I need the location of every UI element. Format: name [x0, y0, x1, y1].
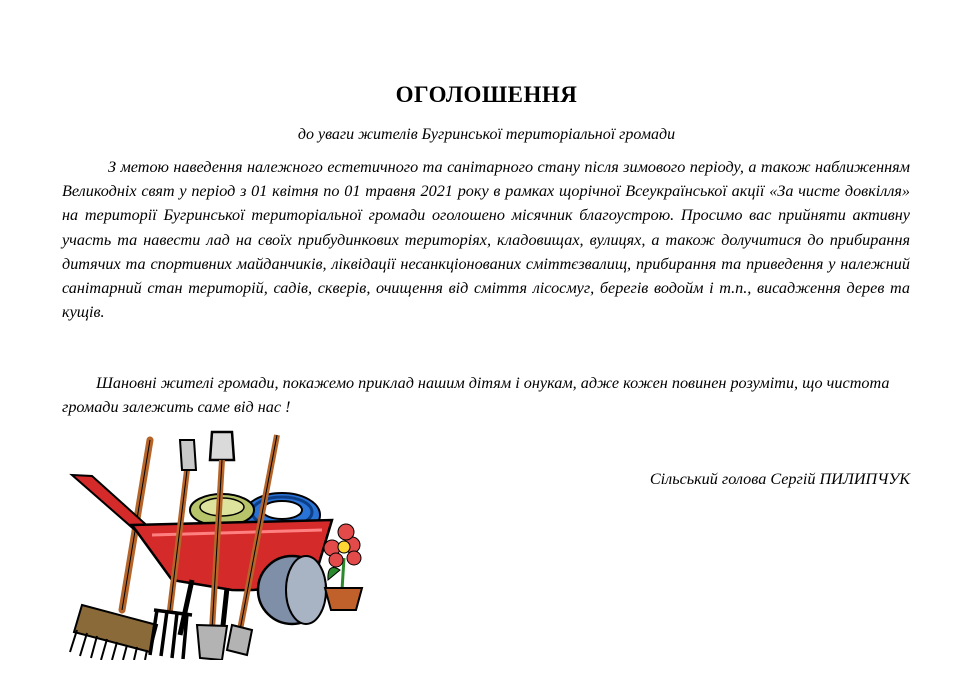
flower-pot-icon — [324, 524, 362, 610]
broom-icon — [70, 440, 157, 660]
body-paragraph-2: Шановні жителі громади, покажемо приклад нашим дітям і онукам, адже кожен повинен розуміти, що чистота громади залежить саме від нас ! — [62, 374, 890, 417]
page-subtitle: до уваги жителів Бугринської територіальної громади — [297, 126, 676, 143]
page-title: ОГОЛОШЕННЯ — [395, 82, 578, 107]
signature: Сільський голова Сергій ПИЛИПЧУК — [649, 470, 910, 488]
body-paragraph-1: З метою наведення належного естетичного та санітарного стану після зимового періоду, а також наближенням Великодніх свят у період з 01 квітня по 01 травня 2021 року в рамках щорічної Всеукраїнської акції «За чисте довкілля» на території Бугринської територіальної громади оголошено місячник благоустрою. Просимо вас прийняти активну участь та навести лад на своїх прибудинкових територіях, кладовищах, вулицях, а також долучитися до прибирання дитячих та спортивних майданчиків, ліквідації несанкціонованих сміттєзвалищ, прибирання та приведення у належний санітарний стан територій, садів, скверів, очищення від сміття лісосмуг, берегів водойм і т.п., висадження дерев та кущів. — [62, 158, 910, 322]
garden-tools-wheelbarrow-icon — [62, 430, 372, 660]
